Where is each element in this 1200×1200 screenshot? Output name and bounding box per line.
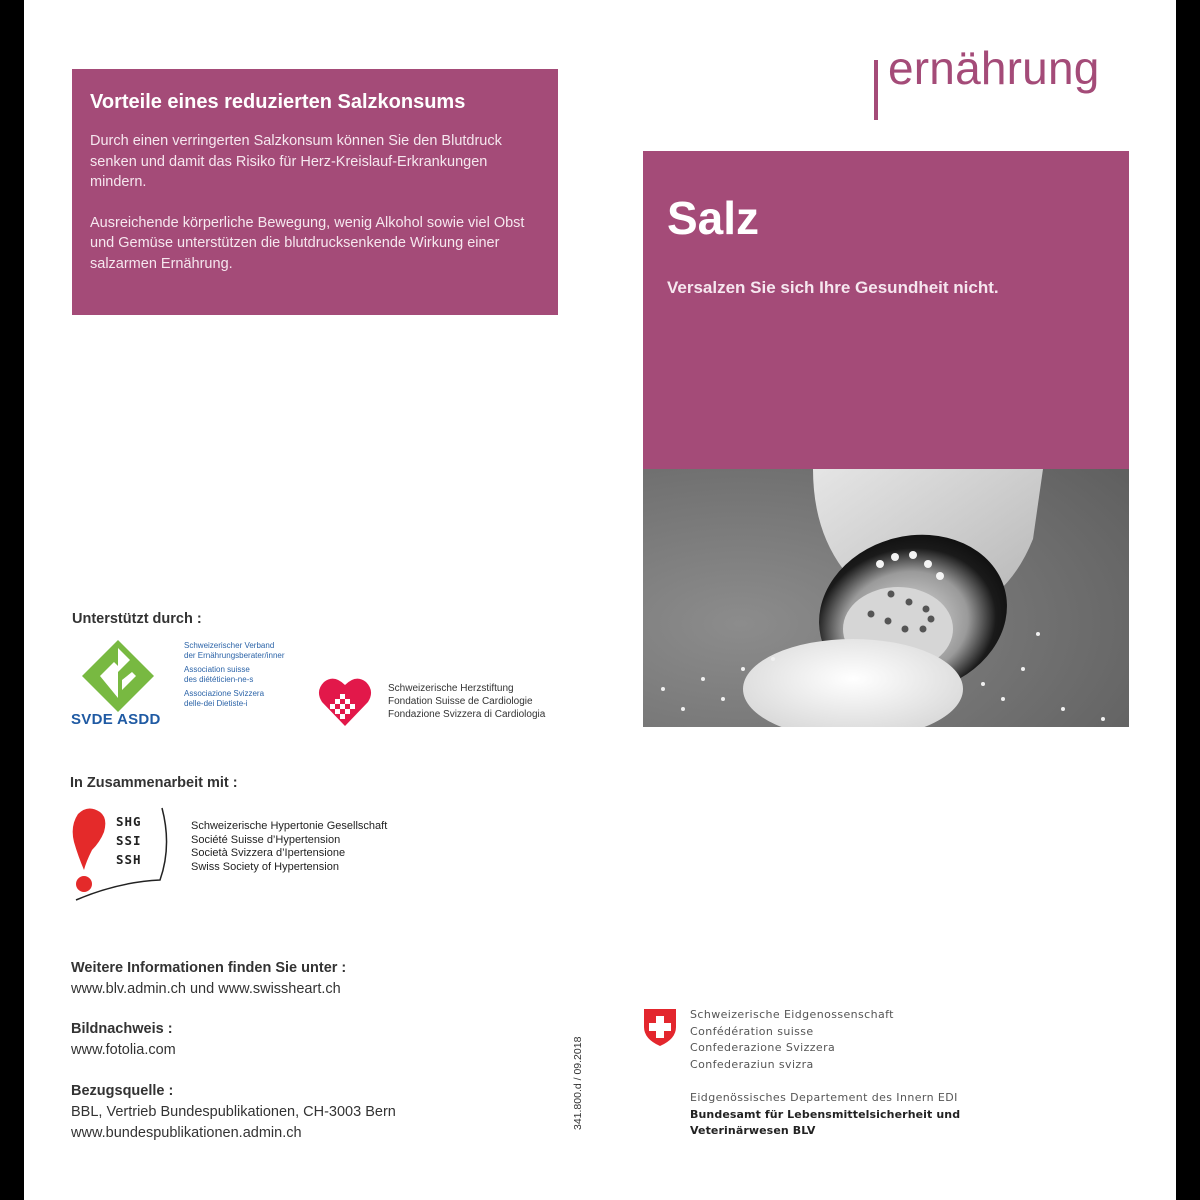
svde-line: Association suisse <box>184 665 250 674</box>
heart-line: Fondation Suisse de Cardiologie <box>388 696 533 707</box>
source-link[interactable]: www.bundespublikationen.admin.ch <box>71 1125 302 1141</box>
federal-line: Confédération suisse <box>690 1024 814 1038</box>
salt-shaker-illustration-icon <box>643 469 1129 727</box>
svde-logo <box>80 638 156 714</box>
federal-department: Eidgenössisches Departement des Innern EDI <box>690 1091 958 1104</box>
shg-line: Società Svizzera d’Ipertensione <box>191 847 346 859</box>
salt-shaker-photo <box>643 469 1129 727</box>
more-info-block <box>71 958 346 1000</box>
heart-line: Fondazione Svizzera di Cardiologia <box>388 709 546 720</box>
heart-icon <box>318 676 372 728</box>
shg-text <box>191 820 387 874</box>
cover-title: Salz <box>667 192 760 244</box>
cover-panel <box>643 151 1129 469</box>
ssh-abbr: SSH <box>116 852 142 867</box>
shg-line: Swiss Society of Hypertension <box>191 860 339 873</box>
swiss-shield-icon <box>643 1007 677 1047</box>
more-info-links[interactable]: www.blv.admin.ch und www.swissheart.ch <box>71 981 341 997</box>
heart-line: Schweizerische Herzstiftung <box>388 683 514 694</box>
more-info-label: Weitere Informationen finden Sie unter : <box>71 960 347 976</box>
swiss-heart-foundation-logo <box>318 676 372 728</box>
image-credit-block <box>71 1019 176 1061</box>
federal-office-line: Bundesamt für Lebensmittelsicherheit und <box>690 1107 961 1121</box>
federal-names <box>690 1007 894 1073</box>
svde-leaf-diamond-icon <box>80 638 156 714</box>
svde-line: der Ernährungsberater/inner <box>184 651 285 660</box>
heart-foundation-text <box>388 682 545 721</box>
brand-bar-divider <box>874 60 878 120</box>
svde-line: Associazione Svizzera <box>184 689 265 698</box>
benefits-paragraph-1: Durch einen verringerten Salzkonsum können Sie den Blutdruck senken und damit das Risiko für Herz-Kreislauf-Erkrankungen mindern. <box>90 133 502 190</box>
benefits-title: Vorteile eines reduzierten Salzkonsums <box>90 91 466 113</box>
benefits-paragraph-2: Ausreichende körperliche Bewegung, wenig Alkohol sowie viel Obst und Gemüse unterstützen die blutdrucksenkende Wirkung einer salzarmen Ernährung. <box>90 214 525 272</box>
shg-line: Société Suisse d’Hypertension <box>191 833 341 846</box>
federal-office-line: Veterinärwesen BLV <box>690 1124 816 1137</box>
benefits-box <box>72 69 558 315</box>
image-credit-link[interactable]: www.fotolia.com <box>71 1042 176 1058</box>
source-label: Bezugsquelle : <box>71 1083 174 1099</box>
shg-abbreviations <box>116 812 142 869</box>
shg-line: Schweizerische Hypertonie Gesellschaft <box>191 820 388 832</box>
svde-line: delle-dei Dietiste-i <box>184 699 248 708</box>
federal-line: Confederaziun svizra <box>690 1057 814 1071</box>
cover-subtitle: Versalzen Sie sich Ihre Gesundheit nicht. <box>667 278 999 297</box>
source-block <box>71 1081 396 1144</box>
svde-text <box>184 641 285 709</box>
collaboration-label: In Zusammenarbeit mit : <box>70 775 238 791</box>
federal-line: Schweizerische Eidgenossenschaft <box>690 1008 894 1021</box>
svde-line: Schweizerischer Verband <box>184 641 275 650</box>
source-address: BBL, Vertrieb Bundespublikationen, CH-3003 Bern <box>71 1104 396 1120</box>
brand-heading: ernährung <box>888 42 1100 94</box>
federal-office <box>690 1090 960 1140</box>
image-credit-label: Bildnachweis : <box>71 1021 173 1037</box>
svde-name: SVDE ASDD <box>71 711 161 728</box>
brochure-page <box>24 0 1176 1200</box>
swiss-coat-of-arms <box>643 1007 677 1047</box>
ssi-abbr: SSI <box>116 833 142 848</box>
document-code: 341.800.d / 09.2018 <box>572 1036 584 1130</box>
svde-line: des diététicien-ne-s <box>184 675 254 684</box>
federal-line: Confederazione Svizzera <box>690 1041 836 1054</box>
supported-by-label: Unterstützt durch : <box>72 611 202 627</box>
shg-abbr: SHG <box>116 814 142 829</box>
